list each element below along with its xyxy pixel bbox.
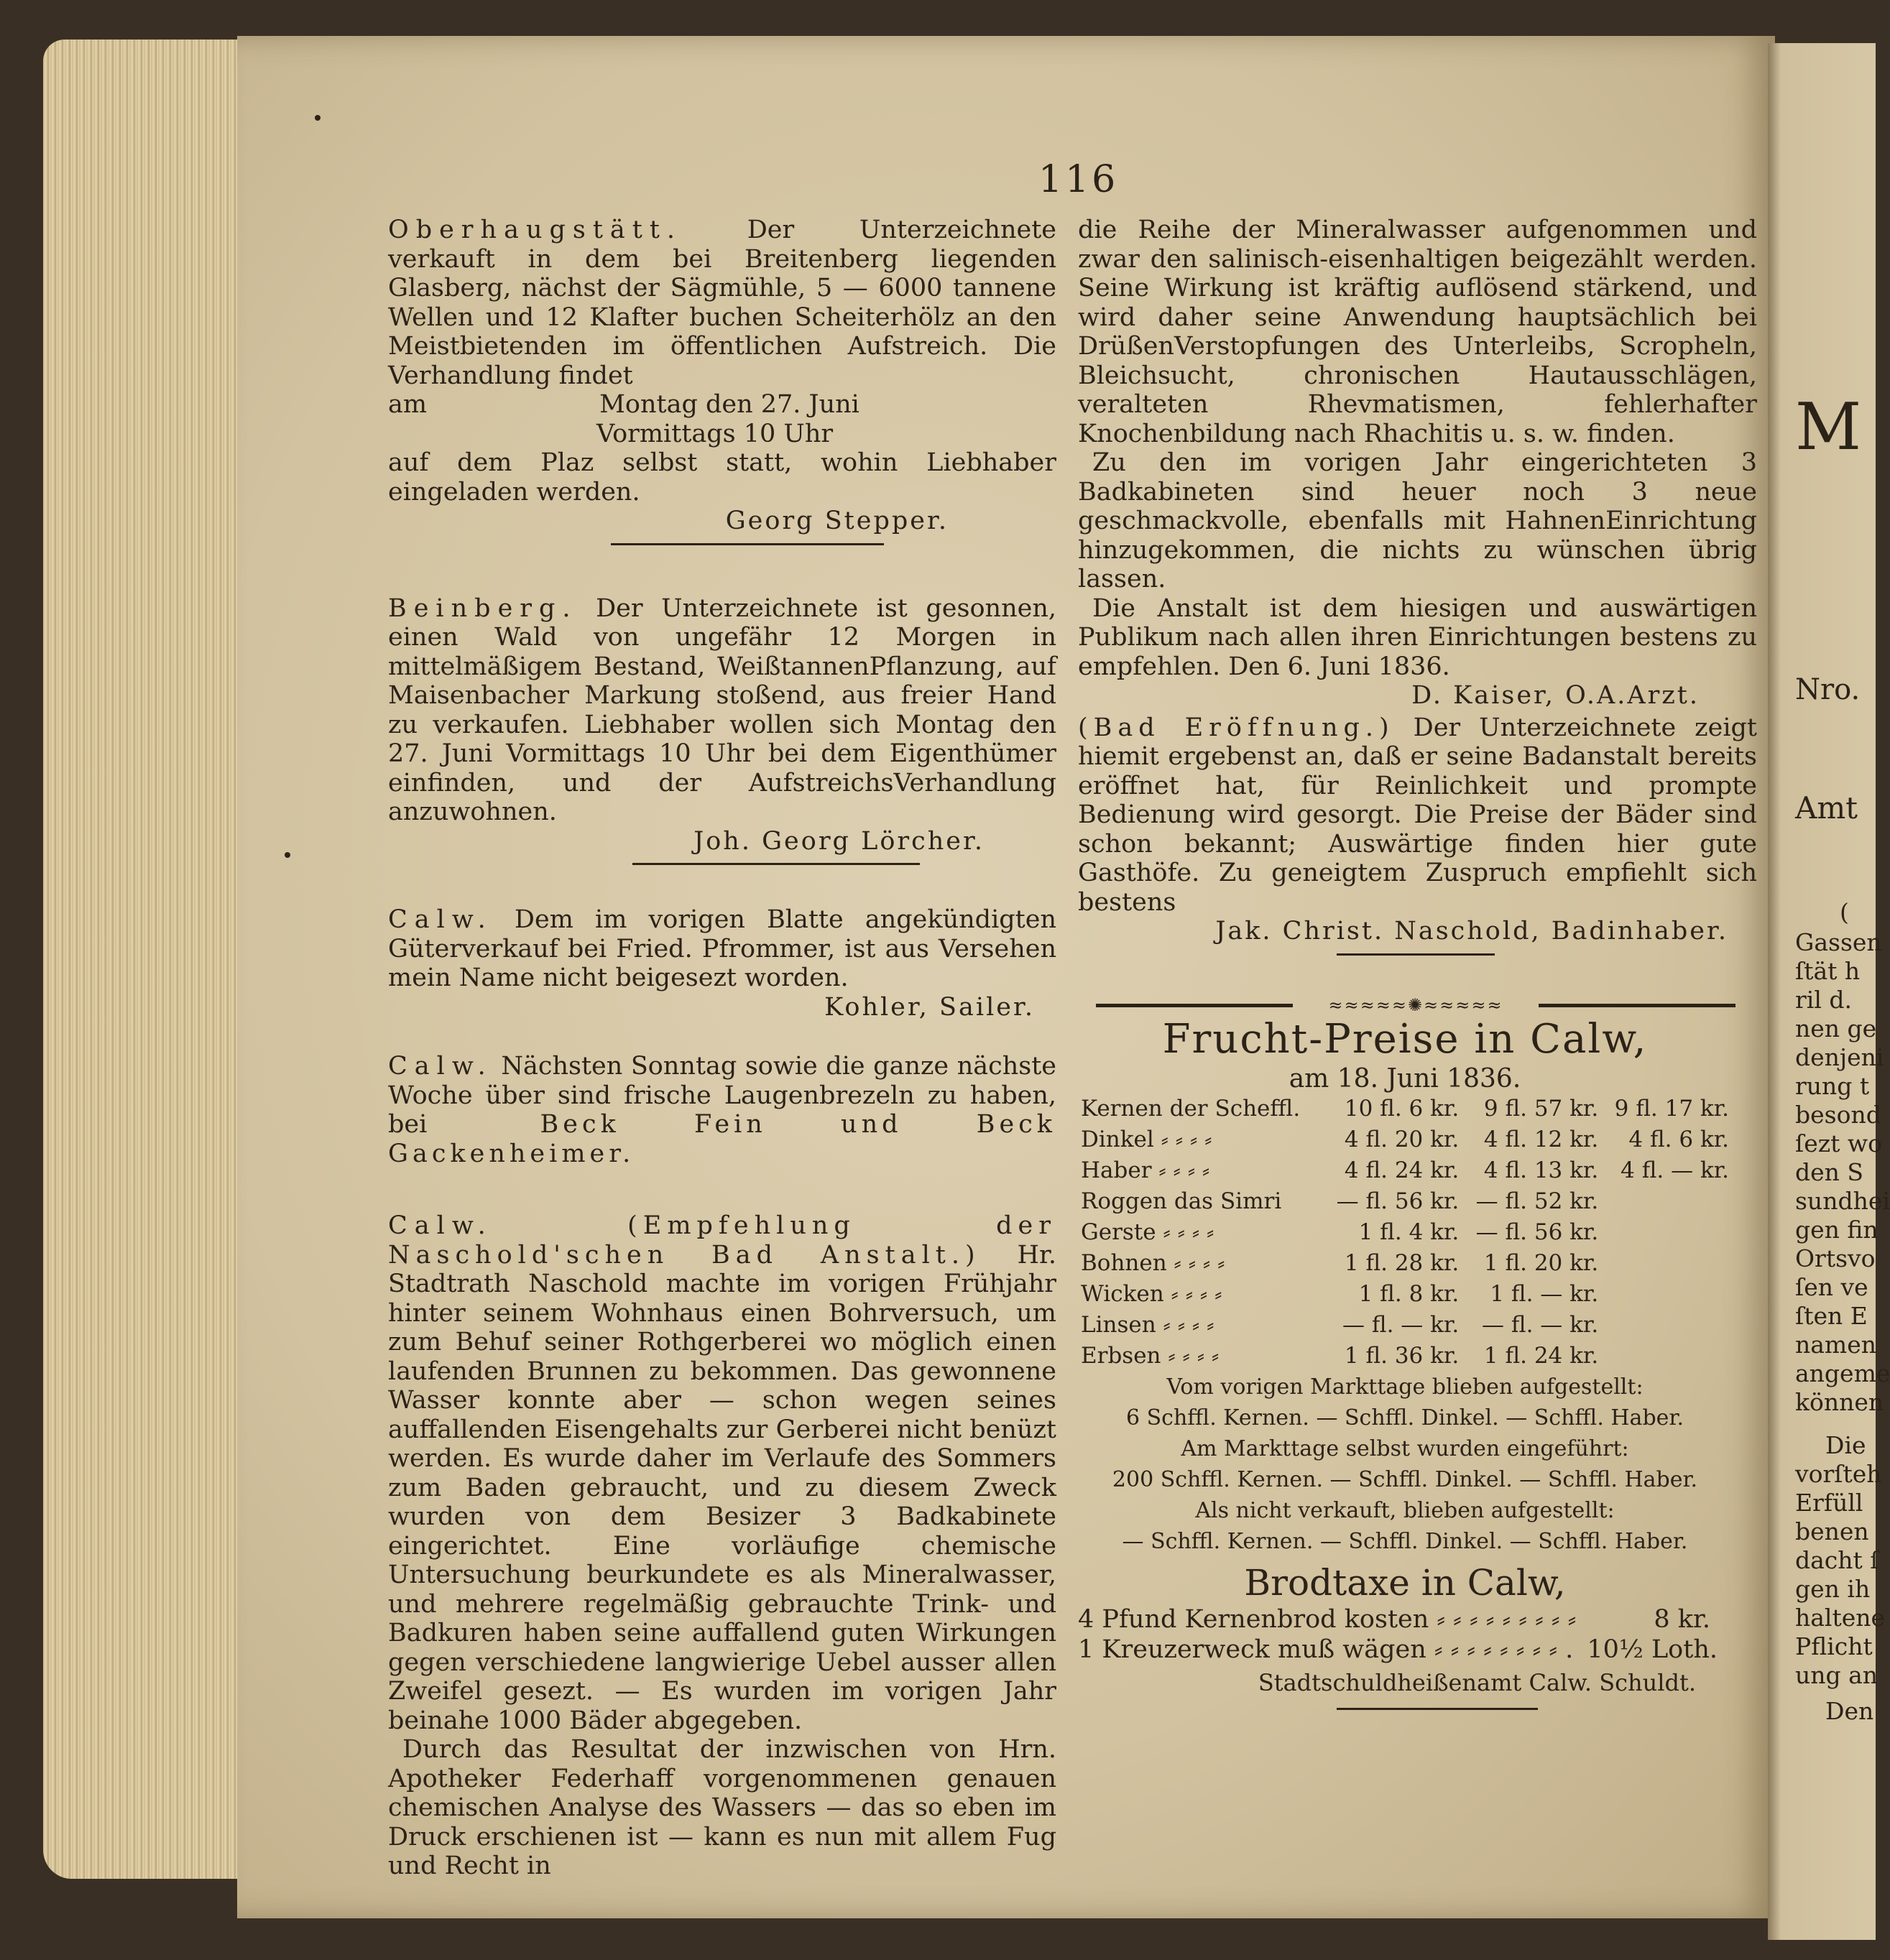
book-page-edges — [43, 40, 244, 1879]
note-values: 6 Schffl. Kernen. — Schffl. Dinkel. — Schffl. Haber. — [1126, 1405, 1684, 1430]
price-cell: 4 fl. 24 kr. — [1344, 1157, 1460, 1184]
price-cell: — fl. — kr. — [1342, 1312, 1460, 1339]
facing-fragment: M — [1795, 389, 1862, 465]
ink-speck — [315, 115, 321, 121]
grain-label: Linsen ⸗ ⸗ ⸗ ⸗ — [1081, 1312, 1214, 1339]
ad-time: Vormittags 10 Uhr — [596, 419, 834, 448]
grain-label: Wicken ⸗ ⸗ ⸗ ⸗ — [1081, 1281, 1222, 1308]
market-prices-section — [1078, 1014, 1732, 1710]
price-cell: 1 fl. 24 kr. — [1483, 1343, 1599, 1369]
ad-signature: Jak. Christ. Naschold, Badinhaber. — [1215, 917, 1728, 946]
note-heading: Als nicht verkauft, blieben aufgestellt: — [1195, 1498, 1615, 1523]
facing-fragment: besond — [1795, 1101, 1881, 1129]
ad-am: am — [388, 390, 428, 419]
price-cell: 9 fl. 17 kr. — [1614, 1096, 1729, 1122]
price-row — [1078, 1094, 1732, 1124]
bread-title: Brodtaxe in Calw, — [1244, 1562, 1566, 1604]
price-cell: 1 fl. 28 kr. — [1344, 1250, 1460, 1277]
bread-row — [1078, 1635, 1732, 1665]
ad-heading: (Bad Eröffnung.) — [1078, 713, 1395, 742]
prices-table — [1078, 1094, 1732, 1372]
price-cell: 1 fl. 20 kr. — [1483, 1250, 1599, 1277]
ad-text: Dem im vorigen Blatte angekündigten Güterverkauf bei Fried. Pfrommer, ist aus Versehen mein Name nicht beigesezt worden. — [388, 905, 1056, 992]
ad-calw-bad-anstalt — [388, 1211, 1056, 1881]
separator-rule — [632, 863, 920, 865]
facing-page-fragment — [1768, 43, 1890, 1940]
price-cell: 10 fl. 6 kr. — [1344, 1096, 1460, 1122]
grain-label: Bohnen ⸗ ⸗ ⸗ ⸗ — [1081, 1250, 1225, 1277]
facing-fragment: ſezt wo — [1795, 1129, 1882, 1157]
left-column — [388, 216, 1056, 1881]
paragraph: Die Anstalt ist dem hiesigen und auswärtigen Publikum nach allen ihren Einrichtungen bestens zu empfehlen. Den 6. Juni 1836. — [1078, 593, 1757, 681]
facing-fragment: ung an — [1795, 1661, 1879, 1689]
facing-fragment: Den — [1825, 1697, 1874, 1725]
prices-date: am 18. Juni 1836. — [1289, 1064, 1521, 1094]
facing-fragment: ſten E — [1795, 1302, 1868, 1330]
ad-signature: Georg Stepper. — [725, 507, 949, 535]
price-cell: 1 fl. — kr. — [1490, 1281, 1599, 1308]
facing-fragment: benen — [1795, 1517, 1869, 1545]
facing-fragment: rung t — [1795, 1072, 1870, 1100]
separator-rule — [1337, 953, 1495, 956]
facing-fragment: können — [1795, 1388, 1884, 1416]
ad-signature: Joh. Georg Lörcher. — [693, 826, 985, 856]
price-cell: 1 fl. 8 kr. — [1358, 1281, 1460, 1308]
price-cell — [1601, 1248, 1732, 1279]
price-row — [1078, 1186, 1732, 1217]
facing-fragment: vorſteh — [1795, 1460, 1882, 1488]
ad-text: Der Unterzeichnete verkauft in dem bei Breitenberg liegenden Glasberg, nächst der Sägmühle, 5 — 6000 tannene Wellen und 12 Klafter buchen Scheiterhölz an den Meistbietenden im öffentlichen Aufstreich. Die Verhandlung findet — [388, 216, 1056, 390]
price-row — [1078, 1217, 1732, 1248]
facing-fragment: Amt — [1795, 790, 1858, 826]
note-heading: Vom vorigen Markttage blieben aufgestellt: — [1166, 1374, 1644, 1400]
grain-label: Dinkel ⸗ ⸗ ⸗ ⸗ — [1081, 1127, 1212, 1153]
price-cell: — fl. 52 kr. — [1475, 1188, 1599, 1215]
ad-calw-kohler — [388, 905, 1056, 1022]
ad-text: Hr. Stadtrath Naschold machte im vorigen Frühjahr hinter seinem Wohnhaus einen Bohrversuch, um zum Behuf seiner Rothgerberei wo möglich einen laufenden Brunnen zu bekommen. Das gewonnene Wasser konnte aber — schon wegen seines auffallenden Eisengehalts zur Gerberei nicht benüzt werden. Es wurde daher im Verlaufe des Sommers zum Baden gebraucht, und zu diesem Zweck wurden von dem Besizer 3 Badkabinete eingerichtet. Eine vorläufige chemische Untersuchung beurkundete es als Mineralwasser, und mehrere regelmäßig gebrauchte Trink- und Badkuren haben seine auffallend guten Wirkungen gegen verschiedene langwierige Uebel ausser allen Zweifel gesezt. — Es wurden im vorigen Jahr beinahe 1000 Bäder abgegeben. — [388, 1240, 1056, 1735]
bread-label: 4 Pfund Kernenbrod kosten ⸗ ⸗ ⸗ ⸗ ⸗ ⸗ ⸗ ⸗ ⸗ — [1078, 1605, 1577, 1634]
price-cell: 1 fl. 36 kr. — [1344, 1343, 1460, 1369]
grain-label: Haber ⸗ ⸗ ⸗ ⸗ — [1081, 1157, 1210, 1184]
office-signature: Stadtschuldheißenamt Calw. Schuldt. — [1258, 1669, 1696, 1696]
ad-names: Beck Fein und Beck Gackenheimer. — [388, 1110, 1056, 1168]
price-cell — [1601, 1186, 1732, 1217]
facing-fragment: haltene — [1795, 1604, 1886, 1632]
price-cell: — fl. — kr. — [1482, 1312, 1599, 1339]
grain-label: Kernen der Scheffl. — [1081, 1096, 1301, 1122]
facing-fragment: Pflicht — [1795, 1632, 1873, 1660]
facing-fragment: gen fin — [1795, 1216, 1879, 1244]
price-cell: 9 fl. 57 kr. — [1483, 1096, 1599, 1122]
facing-fragment: den S — [1795, 1158, 1864, 1186]
facing-fragment: denjeni — [1795, 1043, 1884, 1071]
ad-place: Oberhaugstätt. — [388, 216, 683, 244]
ad-beinberg — [388, 594, 1056, 866]
ad-heading: (Empfehlung der Naschold'schen Bad Anstalt.) — [388, 1211, 1056, 1270]
bread-value: 10½ Loth. — [1587, 1635, 1718, 1664]
ad-place: Calw. — [388, 1211, 493, 1240]
ornament-icon: ≈≈≈≈≈✺≈≈≈≈≈ — [1328, 995, 1503, 1015]
price-cell: 4 fl. 12 kr. — [1483, 1127, 1599, 1153]
price-cell: 4 fl. 13 kr. — [1483, 1157, 1599, 1184]
ad-place: Calw. — [388, 1052, 493, 1081]
price-row — [1078, 1248, 1732, 1279]
ad-text-continued: Durch das Resultat der inzwischen von Hrn. Apotheker Federhaff vorgenommenen genauen chemischen Analyse des Wassers — das so eben im Druck erschienen ist — kann es nun mit allem Fug und Recht in — [388, 1735, 1056, 1880]
price-cell: — fl. 56 kr. — [1336, 1188, 1460, 1215]
continuation-text: die Reihe der Mineralwasser aufgenommen und zwar den salinisch-eisenhaltigen beigezählt werden. Seine Wirkung ist kräftig auflösend stärkend, und wird daher seine Anwendung hauptsächlich bei DrüßenVerstopfungen des Unterleibs, Scropheln, Bleichsucht, chronischen Hautausschlägen, veralteten Rhevmatismen, fehlerhafter Knochenbildung nach Rhachitis u. s. w. finden. — [1078, 216, 1757, 448]
ink-speck — [285, 852, 290, 858]
ad-signature: D. Kaiser, O.A.Arzt. — [1411, 681, 1700, 710]
facing-fragment: angeme — [1795, 1359, 1890, 1387]
grain-label: Erbsen ⸗ ⸗ ⸗ ⸗ — [1081, 1343, 1220, 1369]
price-row — [1078, 1155, 1732, 1186]
facing-fragment: Nro. — [1795, 673, 1861, 706]
bread-value: 8 kr. — [1654, 1605, 1710, 1634]
bread-row — [1078, 1604, 1732, 1635]
note-values: — Schffl. Kernen. — Schffl. Dinkel. — Schffl. Haber. — [1122, 1529, 1688, 1554]
price-cell: — fl. 56 kr. — [1475, 1219, 1599, 1246]
ad-text: Nächsten Sonntag sowie die ganze nächste Woche über sind frische Laugenbrezeln zu haben, bei — [388, 1052, 1056, 1139]
facing-fragment: dacht ſ — [1795, 1546, 1879, 1574]
facing-fragment: ſen ve — [1795, 1273, 1868, 1301]
facing-fragment: Die — [1825, 1431, 1866, 1459]
divider-line-right — [1539, 1004, 1735, 1007]
facing-fragment: namen — [1795, 1331, 1877, 1359]
price-cell: 1 fl. 4 kr. — [1358, 1219, 1460, 1246]
facing-fragment: gen ih — [1795, 1575, 1871, 1603]
facing-fragment: Gassen — [1795, 928, 1882, 956]
price-row — [1078, 1124, 1732, 1155]
facing-fragment: Erfüll — [1795, 1489, 1863, 1517]
ad-calw-laugenbrezeln — [388, 1052, 1056, 1168]
paragraph: Zu den im vorigen Jahr eingerichteten 3 Badkabineten sind heuer noch 3 neue geschmackvolle, ebenfalls mit HahnenEinrichtung hinzugekommen, die nichts zu wünschen übrig lassen. — [1078, 448, 1757, 593]
bread-label: 1 Kreuzerweck muß wägen ⸗ ⸗ ⸗ ⸗ ⸗ ⸗ ⸗ ⸗ . — [1078, 1635, 1574, 1664]
grain-label: Gerste ⸗ ⸗ ⸗ ⸗ — [1081, 1219, 1214, 1246]
price-row — [1078, 1279, 1732, 1310]
ad-date: Montag den 27. Juni — [599, 390, 859, 419]
price-cell: 4 fl. 20 kr. — [1344, 1127, 1460, 1153]
grain-label: Roggen das Simri — [1081, 1188, 1282, 1215]
price-row — [1078, 1310, 1732, 1341]
facing-fragment: ſtät h — [1795, 957, 1861, 985]
facing-fragment: ril d. — [1795, 986, 1852, 1014]
ad-text: Der Unterzeichnete ist gesonnen, einen Wald von ungefähr 12 Morgen in mittelmäßigem Bestand, WeißtannenPflanzung, auf Maisenbacher Markung stoßend, aus freier Hand zu verkaufen. Liebhaber wollen sich Montag den 27. Juni Vormittags 10 Uhr bei dem Eigenthümer einfinden, und der AufstreichsVerhandlung anzuwohnen. — [388, 593, 1056, 826]
ornamental-divider — [1096, 997, 1735, 1013]
price-cell — [1601, 1279, 1732, 1310]
facing-fragment: sundhei — [1795, 1187, 1890, 1215]
ad-text: Der Unterzeichnete zeigt hiemit ergebenst an, daß er seine Badanstalt bereits eröffnet hat, für Reinlichkeit und prompte Bedienung wird gesorgt. Die Preise der Bäder sind schon bekannt; Auswärtige finden hier gute Gasthöfe. Zu geneigtem Zuspruch empfiehlt sich bestens — [1078, 713, 1757, 917]
price-cell: 4 fl. 6 kr. — [1628, 1127, 1729, 1153]
price-cell — [1601, 1341, 1732, 1372]
price-cell — [1601, 1310, 1732, 1341]
prices-title: Frucht-Preise in Calw, — [1162, 1016, 1648, 1063]
separator-rule — [1337, 1708, 1538, 1710]
bad-anstalt-continuation — [1078, 216, 1757, 711]
note-values: 200 Schffl. Kernen. — Schffl. Dinkel. — Schffl. Haber. — [1112, 1467, 1698, 1492]
separator-rule — [611, 543, 884, 545]
price-cell: 4 fl. — kr. — [1621, 1157, 1729, 1184]
ad-oberhaugstaett — [388, 216, 1056, 545]
ad-text-continued: auf dem Plaz selbst statt, wohin Liebhaber eingeladen werden. — [388, 448, 1056, 507]
facing-fragment: ( — [1840, 898, 1849, 926]
note-heading: Am Markttage selbst wurden eingeführt: — [1181, 1436, 1629, 1461]
facing-fragment: nen ge — [1795, 1014, 1877, 1043]
facing-fragment: Ortsvo — [1795, 1244, 1876, 1272]
ad-bad-eroeffnung — [1078, 713, 1757, 956]
price-cell — [1601, 1217, 1732, 1248]
right-column — [1078, 216, 1757, 956]
price-row — [1078, 1341, 1732, 1372]
ad-place: Beinberg. — [388, 593, 578, 623]
ad-place: Calw. — [388, 905, 493, 934]
ad-signature: Kohler, Sailer. — [824, 992, 1035, 1022]
page-number: 116 — [1038, 158, 1119, 201]
divider-line-left — [1096, 1004, 1293, 1007]
